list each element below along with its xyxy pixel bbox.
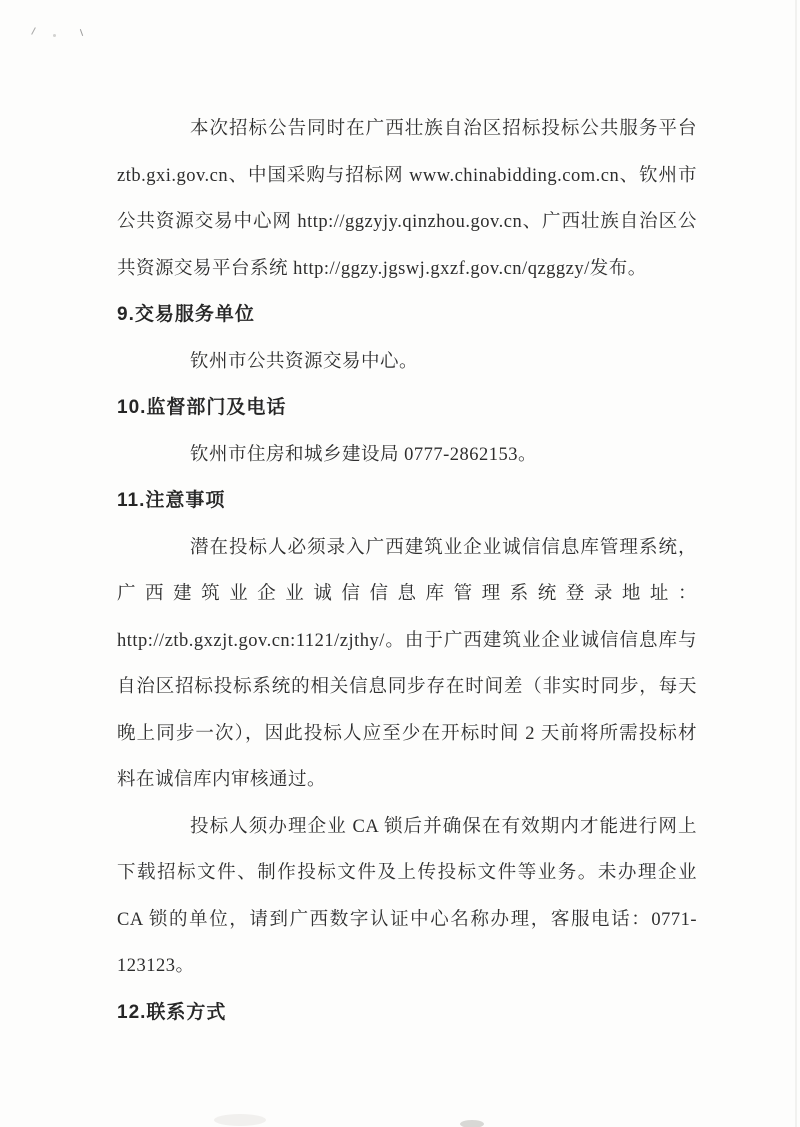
scan-edge-line [795,0,797,1127]
section-heading: 12.联系方式 [117,1001,227,1023]
scan-artifact-smudge [214,1114,266,1126]
section-heading: 10.监督部门及电话 [117,397,287,418]
body-paragraph: 钦州市住房和城乡建设局 0777-2862153。 [190,444,538,465]
scan-artifact-mark [80,29,83,36]
body-paragraph: 投标人须办理企业 CA 锁后并确保在有效期内才能进行网上下载招标文件、制作投标文件及上传投标文件等业务。未办理企业 CA 锁的单位，请到广西数字认证中心名称办理，客服电话：0771-123123。 [117,816,697,976]
body-paragraph: 本次招标公告同时在广西壮族自治区招标投标公共服务平台 ztb.gxi.gov.cn、中国采购与招标网 www.chinabidding.com.cn、钦州市公共资源交易中心网 http://ggzyjy.qinzhou.gov.cn、广西壮族自治区公共资源交易平台系统 http://ggzy.jgswj.gxzf.gov.cn/qzggzy/发布。 [117,119,697,279]
scan-artifact-mark [53,34,56,37]
scan-artifact-mark [31,27,36,35]
body-paragraph: 钦州市公共资源交易中心。 [190,351,419,372]
section-heading: 11.注意事项 [117,490,226,511]
section-heading: 9.交易服务单位 [117,304,255,325]
document-content [117,106,697,1036]
body-paragraph: 潜在投标人必须录入广西建筑业企业诚信信息库管理系统，广西建筑业企业诚信信息库管理系统登录地址：http://ztb.gxzjt.gov.cn:1121/zjthy/。由于广西建筑业企业诚信信息库与自治区招标投标系统的相关信息同步存在时间差（非实时同步，每天晚上同步一次），因此投标人应至少在开标时间 2 天前将所需投标材料在诚信库内审核通过。 [117,537,697,790]
scan-artifact-smudge [460,1120,484,1127]
